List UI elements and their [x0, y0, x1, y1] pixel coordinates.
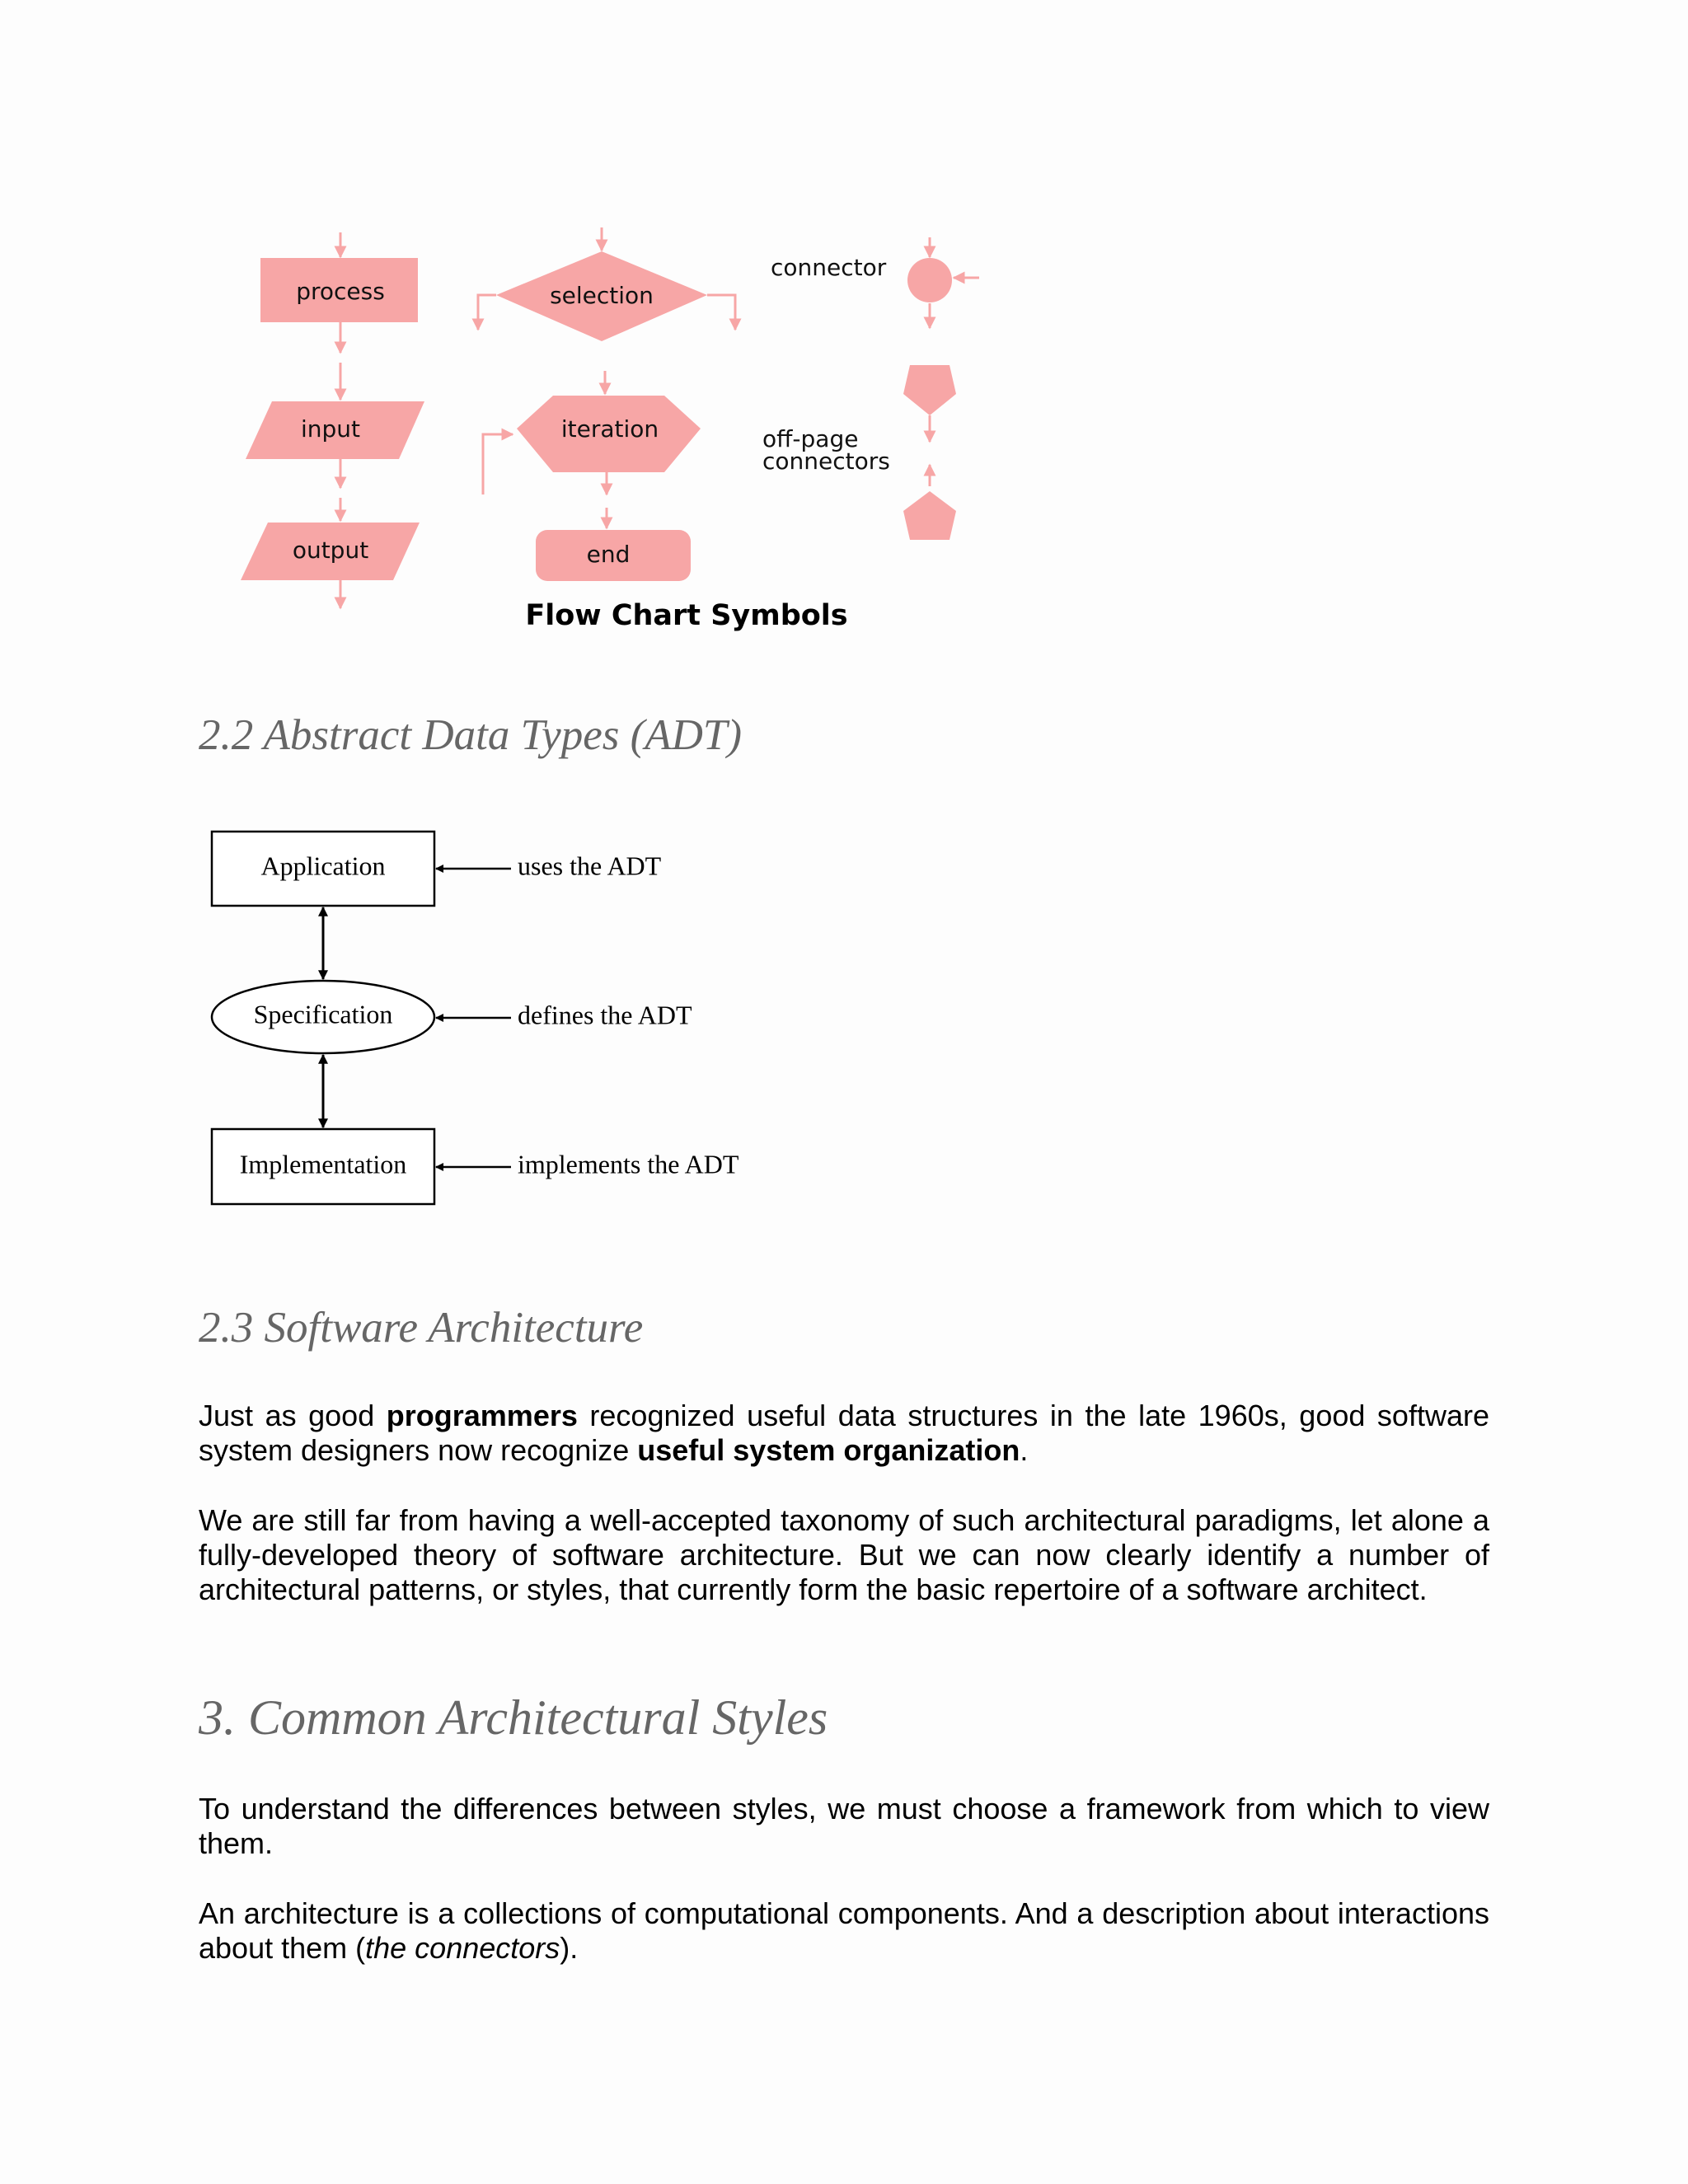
process-label: process	[296, 278, 385, 305]
s3p2-text-1: An architecture is a collections of computational components. And a description about interactions about them (	[199, 1896, 1489, 1965]
section-2-3-paragraph-2: We are still far from having a well-accepted taxonomy of such architectural paradigms, let alone a fully-developed theory of software architecture. But we can now clearly identify a number of architectural patterns, or styles, that currently form the basic repertoire of a software architect.	[199, 1503, 1489, 1606]
section-2-3-paragraph-1	[199, 1399, 1489, 1468]
selection-label: selection	[550, 282, 654, 309]
offpage-label-1: off-page	[762, 425, 859, 452]
specification-ellipse	[212, 981, 434, 1053]
s3p2-italic-connectors: the connectors	[365, 1931, 560, 1965]
p1-text-3: .	[1020, 1433, 1029, 1467]
offpage-label-2: connectors	[762, 448, 890, 475]
application-box	[212, 832, 434, 906]
specification-label: Specification	[253, 999, 393, 1029]
s3p2-text-2: ).	[560, 1931, 579, 1965]
p1-bold-programmers: programmers	[386, 1399, 578, 1432]
implements-adt-label: implements the ADT	[518, 1149, 739, 1179]
application-label: Application	[260, 851, 386, 881]
section-3-paragraph-2	[199, 1896, 1489, 1966]
section-3-heading: 3. Common Architectural Styles	[199, 1690, 828, 1745]
connector-label: connector	[771, 254, 887, 281]
implementation-label: Implementation	[239, 1149, 407, 1179]
section-2-2-heading: 2.2 Abstract Data Types (ADT)	[199, 711, 743, 759]
section-2-3-heading: 2.3 Software Architecture	[199, 1304, 644, 1352]
defines-adt-label: defines the ADT	[518, 1000, 692, 1030]
flowchart-title: Flow Chart Symbols	[525, 599, 848, 632]
iteration-label: iteration	[560, 415, 659, 443]
section-3-paragraph-1: To understand the differences between styles, we must choose a framework from which to view them.	[199, 1792, 1489, 1860]
uses-adt-label: uses the ADT	[518, 851, 662, 881]
p1-bold-organization: useful system organization	[637, 1433, 1020, 1467]
implementation-box	[212, 1129, 434, 1204]
p1-text-1: Just as good	[199, 1399, 387, 1432]
end-label: end	[586, 541, 631, 568]
input-label: input	[300, 415, 361, 443]
p1-text-2: recognized useful data structures in the late 1960s, good software system designers now recognize	[199, 1399, 1489, 1467]
output-label: output	[292, 537, 369, 564]
